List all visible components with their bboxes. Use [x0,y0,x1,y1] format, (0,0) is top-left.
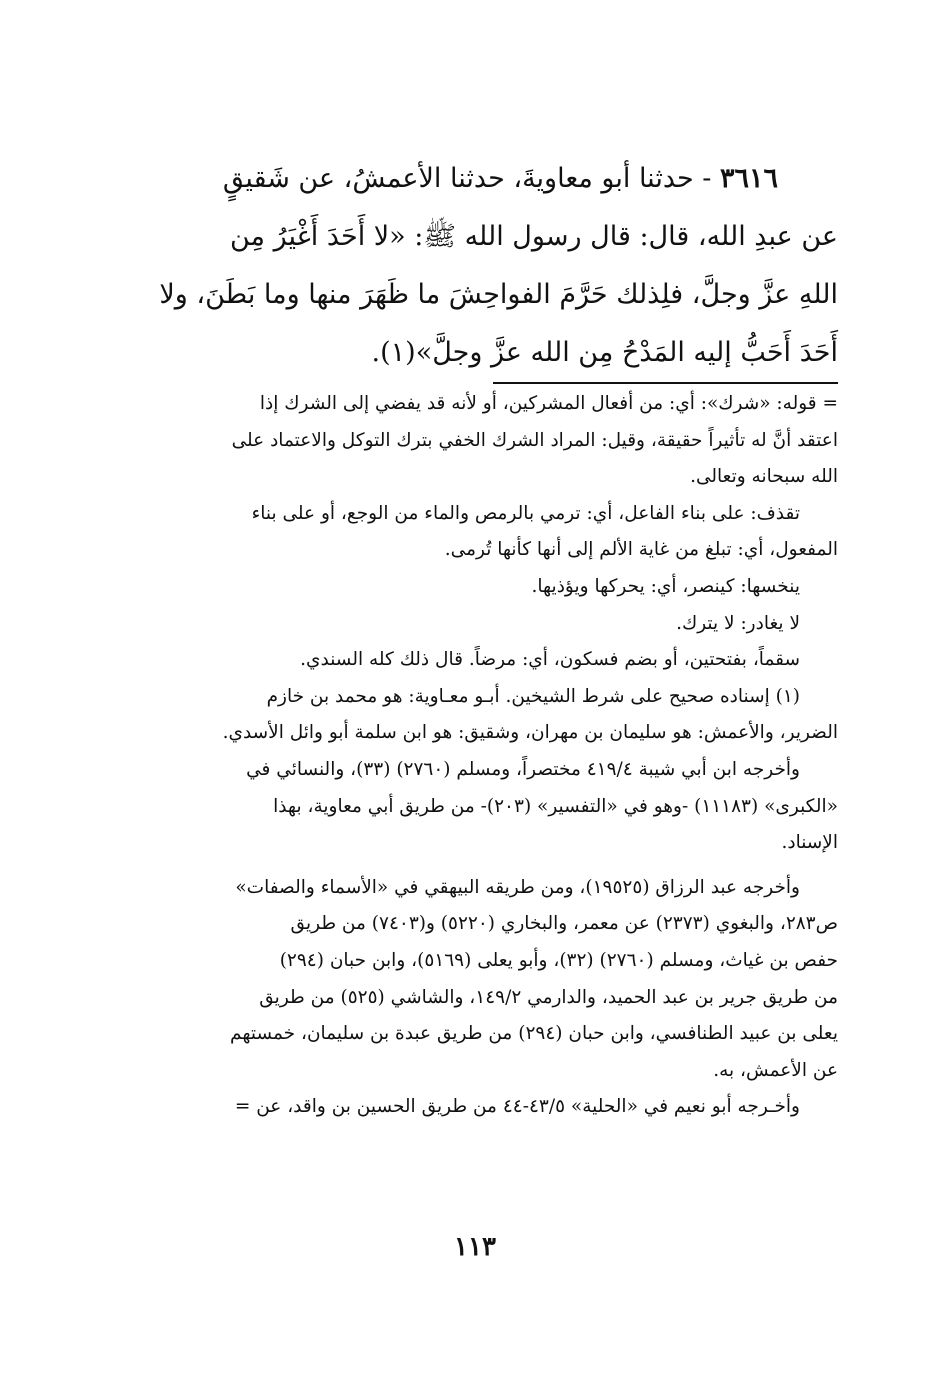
footnote-line: ص٢٨٣، والبغوي (٢٣٧٣) عن معمر، والبخاري (٥٢٢٠) و(٧٤٠٣) من طريق [290,913,838,935]
footnote-line: وأخرجه عبد الرزاق (١٩٥٢٥)، ومن طريقه البيهقي في «الأسماء والصفات» [235,876,800,898]
footnote-divider [493,382,838,384]
footnote-line: عن الأعمش، به. [713,1059,838,1081]
footnote-line: حفص بن غياث، ومسلم (٢٧٦٠) (٣٢)، وأبو يعلى (٥١٦٩)، وابن حبان (٢٩٤) [279,949,838,971]
hadith-line: اللهِ عزَّ وجلَّ، فلِذلك حَرَّمَ الفواحِشَ ما ظَهَرَ منها وما بَطَنَ، ولا [159,279,838,310]
footnote-line: يعلى بن عبيد الطنافسي، وابن حبان (٢٩٤) من طريق عبدة بن سليمان، خمستهم [230,1023,838,1045]
hadith-line-text: - حدثنا أبو معاويةَ، حدثنا الأعمشُ، عن شَقيقٍ [222,163,720,194]
footnote-line: ينخسها: كينصر، أي: يحركها ويؤذيها. [531,575,800,597]
footnote-line: المفعول، أي: تبلغ من غاية الألم إلى أنها كأنها تُرمى. [444,539,838,561]
footnote-line: «الكبرى» (١١١٨٣) -وهو في «التفسير» (٢٠٣)- من طريق أبي معاوية، بهذا [273,795,838,817]
page-number: ١١٣ [454,1232,496,1262]
hadith-text [113,150,838,382]
footnote-gap [113,862,838,870]
hadith-line: أَحَدَ أَحَبُّ إليه المَدْحُ مِن الله عزَّ وجلَّ»(١). [371,337,838,368]
footnote-line: = قوله: «شرك»: أي: من أفعال المشركين، أو لأنه قد يفضي إلى الشرك إذا [259,393,838,414]
footnote-line: وأخرجه ابن أبي شيبة ٤١٩/٤ مختصراً، ومسلم (٢٧٦٠) (٣٣)، والنسائي في [246,758,800,780]
footnotes [113,386,838,1126]
hadith-line [113,150,838,208]
footnote-line: تقذف: على بناء الفاعل، أي: ترمي بالرمص والماء من الوجع، أو على بناء [251,502,800,524]
hadith-line: عن عبدِ الله، قال: قال رسول الله ﷺ: «لا أَحَدَ أَغْيَرُ مِن [229,221,838,252]
footnote-line: سقماً، بفتحتين، أو بضم فسكون، أي: مرضاً. قال ذلك كله السندي. [300,649,800,671]
footnote-line: الإسناد. [781,832,838,854]
footnote-line: وأخـرجه أبو نعيم في «الحلية» ٤٣/٥-٤٤ من طريق الحسين بن واقد، عن = [234,1096,800,1118]
hadith-number: ٣٦١٦ [719,163,778,194]
footnote-line: الضرير، والأعمش: هو سليمان بن مهران، وشقيق: هو ابن سلمة أبو وائل الأسدي. [222,722,838,744]
footnote-line: اعتقد أنَّ له تأثيراً حقيقة، وقيل: المراد الشرك الخفي بترك التوكل والاعتماد على [231,429,838,451]
footnote-line: لا يغادر: لا يترك. [676,612,800,634]
footnote-line: الله سبحانه وتعالى. [690,466,838,488]
footnote-line: من طريق جرير بن عبد الحميد، والدارمي ١٤٩/٢، والشاشي (٥٢٥) من طريق [259,986,838,1008]
footnote-line: (١) إسناده صحيح على شرط الشيخين. أبـو معـاوية: هو محمد بن خازم [266,685,800,707]
